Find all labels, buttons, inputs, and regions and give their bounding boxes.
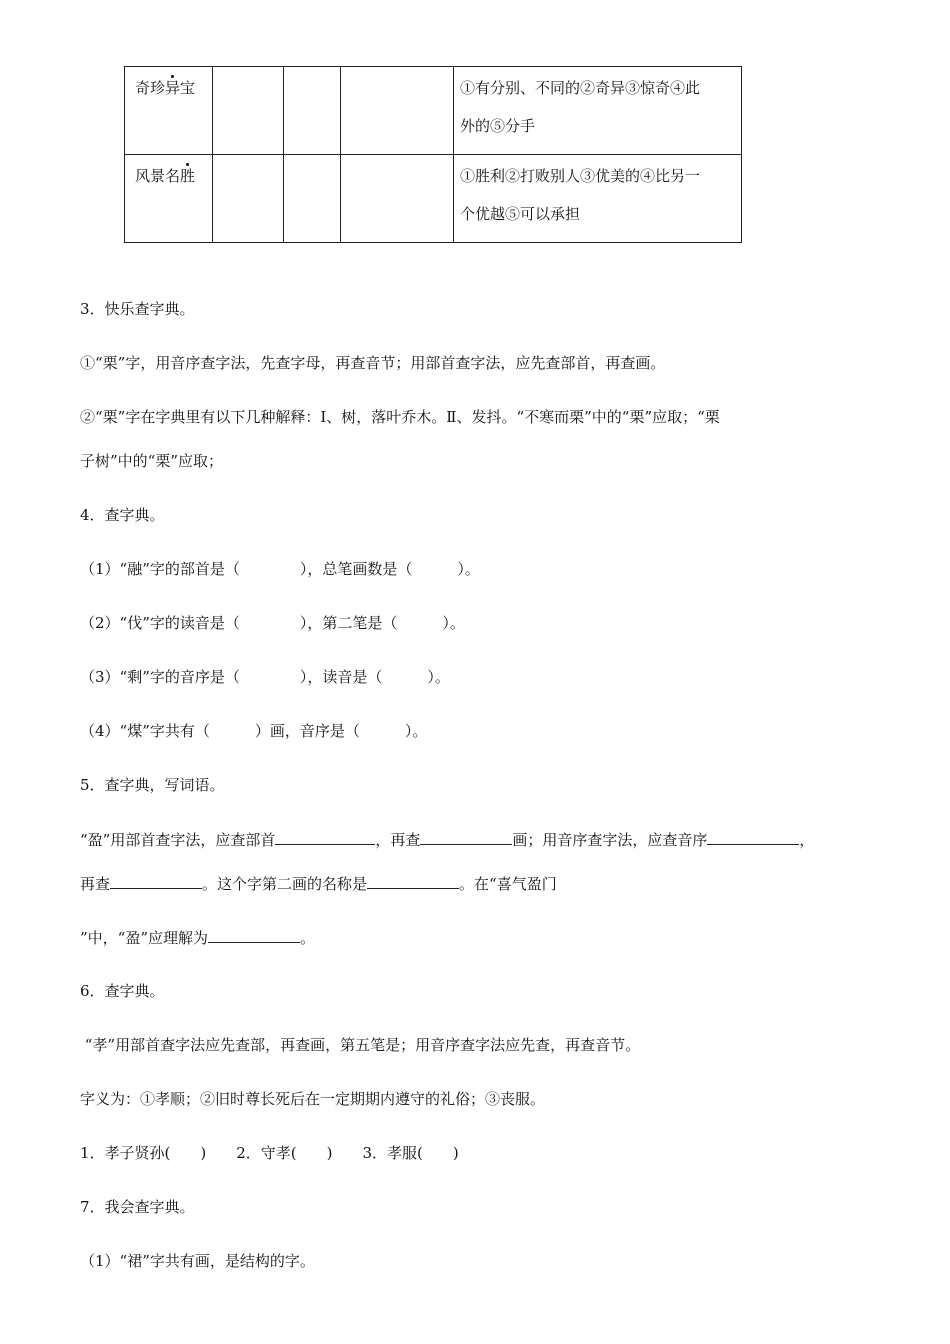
question-5-line-2: 再查 。这个字第二画的名称是 。在“喜气盈门 bbox=[80, 872, 557, 894]
answer-blank[interactable] bbox=[420, 828, 512, 845]
question-7-title: 7．我会查字典。 bbox=[80, 1198, 195, 1216]
answer-blank[interactable] bbox=[367, 872, 459, 889]
question-4-title: 4．查字典。 bbox=[80, 506, 165, 524]
answer-cell[interactable] bbox=[284, 67, 341, 155]
question-3-line-1: ①“栗”字，用音序查字法，先查字母，再查音节；用部首查字法，应先查部首，再查画。 bbox=[80, 354, 666, 372]
answer-cell[interactable] bbox=[341, 155, 454, 243]
table-row bbox=[125, 67, 742, 155]
word-cell: 风景名胜 bbox=[125, 155, 213, 243]
question-4-item-1: （1）“融”字的部首是（ ），总笔画数是（ ）。 bbox=[80, 560, 480, 578]
question-5-title: 5．查字典，写词语。 bbox=[80, 776, 225, 794]
word-cell: 奇珍异宝 bbox=[125, 67, 213, 155]
question-3-title: 3．快乐查字典。 bbox=[80, 300, 195, 318]
answer-blank[interactable] bbox=[208, 926, 300, 943]
emphasis-dot-char: 异 bbox=[165, 79, 181, 97]
meaning-cell: ①有分别、不同的②奇异③惊奇④此 外的⑤分手 bbox=[454, 67, 742, 155]
answer-blank[interactable] bbox=[275, 828, 375, 845]
question-6-title: 6．查字典。 bbox=[80, 982, 165, 1000]
meaning-cell: ①胜利②打败别人③优美的④比另一 个优越⑤可以承担 bbox=[454, 155, 742, 243]
answer-cell[interactable] bbox=[284, 155, 341, 243]
question-6-line-1: “孝”用部首查字法应先查部，再查画，第五笔是；用音序查字法应先查，再查音节。 bbox=[80, 1036, 641, 1054]
answer-blank[interactable] bbox=[110, 872, 202, 889]
emphasis-dot-char: 胜 bbox=[180, 167, 196, 185]
question-5-line-3: ”中，“盈”应理解为 。 bbox=[80, 926, 315, 948]
answer-cell[interactable] bbox=[213, 155, 284, 243]
dictionary-table bbox=[124, 66, 742, 243]
answer-blank[interactable] bbox=[707, 828, 799, 845]
answer-cell[interactable] bbox=[213, 67, 284, 155]
question-6-line-2: 字义为：①孝顺；②旧时尊长死后在一定期期内遵守的礼俗；③丧服。 bbox=[80, 1090, 546, 1108]
question-3-line-2: ②“栗”字在字典里有以下几种解释：Ⅰ、树，落叶乔木。Ⅱ、发抖。“不寒而栗”中的“栗”应取；“栗 bbox=[80, 408, 720, 426]
question-6-line-3: 1．孝子贤孙( ) 2．守孝( ) 3．孝服( ) bbox=[80, 1144, 459, 1162]
answer-cell[interactable] bbox=[341, 67, 454, 155]
question-4-item-4: （4）“煤”字共有（ ）画，音序是（ ）。 bbox=[80, 722, 428, 740]
question-4-item-2: （2）“伐”字的读音是（ ），第二笔是（ ）。 bbox=[80, 614, 465, 632]
question-5-line-1: “盈”用部首查字法，应查部首 ，再查 画；用音序查字法，应查音序 ， bbox=[80, 828, 814, 850]
question-7-item-1: （1）“裙”字共有画，是结构的字。 bbox=[80, 1252, 315, 1270]
table-row bbox=[125, 155, 742, 243]
question-3-line-3: 子树”中的“栗”应取； bbox=[80, 452, 224, 470]
question-4-item-3: （3）“剩”字的音序是（ ），读音是（ ）。 bbox=[80, 668, 450, 686]
